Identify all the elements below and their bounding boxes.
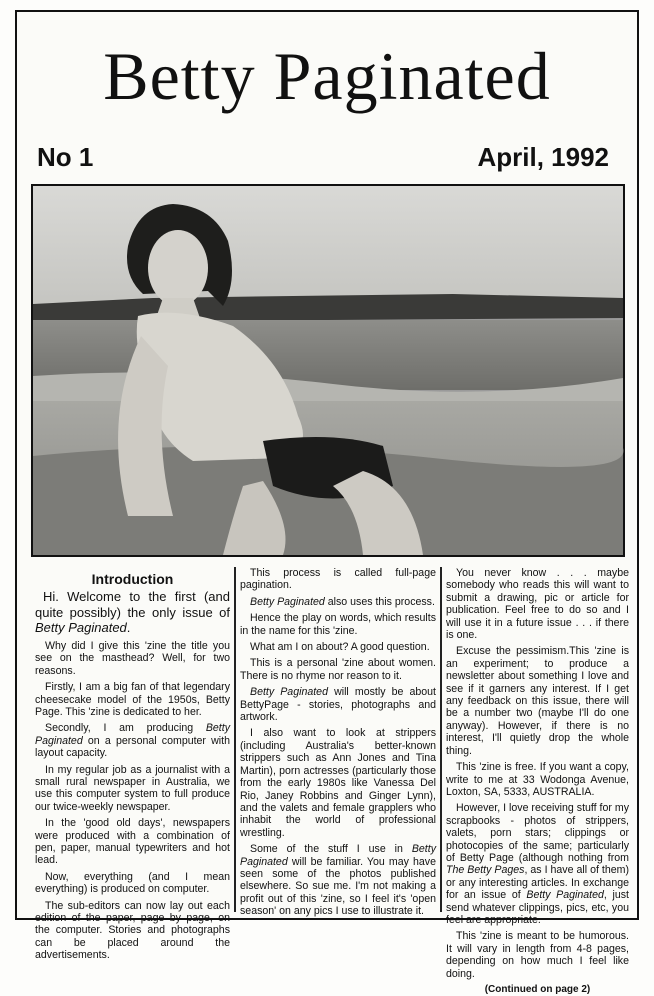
article-columns <box>27 567 631 995</box>
paragraph: What am I on about? A good question. <box>250 641 430 654</box>
paragraph: In the 'good old days', newspapers were produced with a combination of pen, paper, manual typewriters and hot lead. <box>35 817 230 867</box>
paragraph: I also want to look at strippers (including Australia's better-known strippers such as Ann Jones and Tina Martin), porn actresses (particularly those from the early 1980s like Vanessa Del Rio, Janey Robbins and Ginger Lynn), and the valets and female grapplers who inhabit the world of professional wrestling. <box>240 727 436 839</box>
paragraph: This 'zine is free. If you want a copy, write to me at 33 Wodonga Avenue, Loxton, SA, 5333, AUSTRALIA. <box>446 761 629 798</box>
paragraph: However, I love receiving stuff for my scrapbooks - photos of strippers, valets, porn stars; clippings or photocopies of the same; particularly of Betty Page (although nothing from The Betty Pages, as I have all of them) or any interesting articles. In exchange for an issue of Betty Paginated, just send whatever clippings, pics, etc, you feel are appropriate. <box>446 802 629 926</box>
paragraph: Secondly, I am producing Betty Paginated on a personal computer with layout capacity. <box>35 722 230 760</box>
section-heading: Introduction <box>91 571 174 587</box>
paragraph: This is a personal 'zine about women. There is no rhyme nor reason to it. <box>240 657 436 682</box>
paragraph: Some of the stuff I use in Betty Paginated will be familiar. You may have seen some of the photos published elsewhere. So sue me. I'm not making a profit out of this 'zine, so I feel it's 'open season' on any pics I use to illustrate it. <box>240 843 436 918</box>
paragraph: Excuse the pessimism.This 'zine is an experiment; to produce a newsletter about something I love and see if it garners any interest. If I get any feedback on this issue, there will be a number two (maybe I'll do one anyway). However, if there is no interest, I'll quietly drop the whole thing. <box>446 645 629 757</box>
column-divider <box>440 567 442 912</box>
issue-date: April, 1992 <box>477 142 609 172</box>
paragraph: Firstly, I am a big fan of that legendary cheesecake model of the 1950s, Betty Page. This 'zine is dedicated to her. <box>35 681 230 718</box>
column-2 <box>240 567 436 918</box>
cover-photo <box>31 184 625 557</box>
column-3 <box>446 567 629 995</box>
paragraph: Betty Paginated also uses this process. <box>250 595 435 608</box>
paragraph: Hence the play on words, which results in the name for this 'zine. <box>240 612 436 637</box>
paragraph: This process is called full-page pagination. <box>240 567 436 592</box>
column-1 <box>35 567 230 962</box>
paragraph: The sub-editors can now lay out each edition of the paper, page by page, on the computer. Stories and photographs can be placed around the advertisements. <box>35 899 230 962</box>
newsletter-page <box>15 10 639 995</box>
continued-note: (Continued on page 2) <box>484 984 591 995</box>
column-divider <box>234 567 236 912</box>
intro-paragraph: Hi. Welcome to the first (and quite possibly) the only issue of Betty Paginated. <box>35 589 230 636</box>
photo-illustration-icon <box>33 186 623 555</box>
paragraph: Now, everything (and I mean everything) is produced on computer. <box>35 870 230 896</box>
paragraph: This 'zine is meant to be humorous. It will vary in length from 4-8 pages, depending on how much I feel like doing. <box>446 930 629 980</box>
paragraph: You never know . . . maybe somebody who reads this will want to submit a drawing, pic or article for publication. Feel free to do so and I will use it in a future issue . . . if there is one. <box>446 567 629 642</box>
paragraph: Betty Paginated will mostly be about BettyPage - stories, photographs and artwork. <box>240 686 436 724</box>
paragraph: In my regular job as a journalist with a small rural newspaper in Australia, we use this computer system to full produce our twice-weekly newspaper. <box>35 763 230 813</box>
paragraph: Why did I give this 'zine the title you see on the masthead? Well, for two reasons. <box>35 639 230 677</box>
masthead-title: Betty Paginated <box>103 38 551 114</box>
issue-number: No 1 <box>37 142 94 172</box>
